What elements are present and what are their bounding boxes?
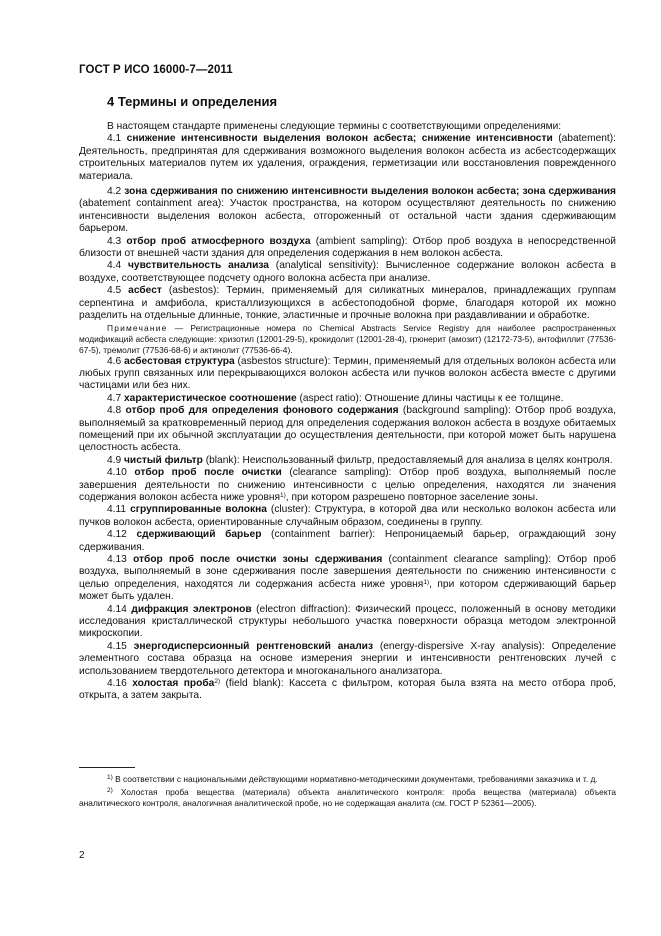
term-4-4: 4.4 чувствительность анализа (analytical sensitivity): Вычисленное содержание волокон асбеста в воздухе, соответствующее подсчету одного волокна асбеста при анализе. [79, 260, 616, 284]
term-4-3: 4.3 отбор проб атмосферного воздуха (ambient sampling): Отбор проб воздуха в непосредственной близости от внешней части здания для определения содержания в нем волокон асбеста. [79, 235, 616, 260]
footnotes [79, 774, 616, 811]
term-4-12: 4.12 сдерживающий барьер (containment barrier): Непроницаемый барьер, ограждающий зону сдерживания. [79, 529, 616, 553]
term-4-7: 4.7 характеристическое соотношение (aspect ratio): Отношение длины частицы к ее толщине. [107, 392, 564, 404]
term-4-11: 4.11 сгруппированные волокна (cluster): Структура, в которой два или несколько волокон асбеста или пучков волокон асбеста, ориентированные случайным образом, соединены в группу. [79, 504, 616, 528]
term-4-14: 4.14 дифракция электронов (electron diffraction): Физический процесс, положенный в основу методики исследования кристаллической структуры небольшого участка поверхности образца методом электронной микроскопии. [79, 603, 616, 640]
note-label: Примечание [107, 322, 168, 333]
term-4-13: 4.13 отбор проб после очистки зоны сдерживания (containment clearance sampling): Отбор проб воздуха, выполняемый в зоне сдерживания после завершения деятельности по снижению интенсивности с целью определения, находятся ли содержания асбеста ниже уровня$^{1)}$, при котором сдерживающий барьер может быть удален. [79, 554, 617, 603]
footnote-ref: 1) [280, 491, 286, 499]
term-4-1: 4.1 снижение интенсивности выделения волокон асбеста; снижение интенсивности (abatement): Деятельность, предпринятая для сдерживания возможного выделения волокон асбеста из асбестсодержащих строительных материалов путем их удаления, ограждения, герметизации или восстановления поврежденного материала. [79, 133, 616, 182]
footnote-ref: 2) [214, 678, 221, 686]
document-header: ГОСТ Р ИСО 16000-7—2011 [79, 64, 233, 76]
footnote-1: $^{1)}$ В соответствии с национальными действующими нормативно-методическими документами, требованиями заказчика и т. д. [107, 774, 598, 784]
term-4-9: 4.9 чистый фильтр (blank): Неиспользованный фильтр, предоставляемый для анализа в целях контроля. [107, 454, 613, 466]
term-4-8: 4.8 отбор проб для определения фонового содержания (background sampling): Отбор проб воздуха, выполняемый за кратковременный период для определения содержания волокон асбеста в воздухе обитаемых помещений при их обычной эксплуатации до осуществления деятельности, при которой может быть нарушена целостность асбеста. [79, 405, 616, 454]
footnote-divider [79, 767, 135, 768]
note-paragraph: Примечание — Регистрационные номера по Chemical Abstracts Service Registry для наиболее распространенных модификаций асбеста следующие: хризотил (12001-29-5), крокидолит (12001-28-4), грюнерит (амозит) (12172-73-5), антофиллит (77536-67-5), тремолит (77536-68-6) и актинолит (77536-66-4). [79, 322, 616, 355]
term-4-15: 4.15 энергодисперсионный рентгеновский анализ (energy-dispersive X-ray analysis): Определение элементного состава образца на основе измерения энергии и интенсивности рентгеновских лучей с использованием твердотельного детектора и многоканального анализатора. [79, 640, 616, 677]
document-body [79, 121, 616, 703]
footnote-ref: 1) [423, 578, 430, 586]
page-number: 2 [79, 850, 85, 861]
term-4-10: 4.10 отбор проб после очистки (clearance sampling): Отбор проб воздуха, выполняемый после завершения деятельности по снижению интенсивности с целью определения, находятся ли значения содержания волокон асбеста ниже уровня$^{1)}$, при котором разрешено повторное заселение зоны. [79, 467, 616, 503]
term-4-6: 4.6 асбестовая структура (asbestos structure): Термин, применяемый для отдельных волокон асбеста или любых групп связанных или перекрывающихся волокон асбеста или пучков волокон асбеста вместе с другими частицами или без них. [79, 355, 616, 392]
intro-paragraph: В настоящем стандарте применены следующие термины с соответствующими определениями: [107, 121, 562, 132]
term-4-16: 4.16 холостая проба$^{2)}$ (field blank): Кассета с фильтром, которая была взята на место отбора проб, открыта, а затем закрыта. [79, 678, 616, 702]
term-4-5: 4.5 асбест (asbestos): Термин, применяемый для силикатных минералов, принадлежащих группам серпентина и амфибола, кристаллизующихся в асбестоподобной форме, благодаря которой их можно разделить на отдельные длинные, тонкие, эластичные и прочные волокна при раздавливании и обработке. [79, 285, 616, 322]
term-4-2: 4.2 зона сдерживания по снижению интенсивности выделения волокон асбеста; зона сдерживания (abatement containment area): Участок пространства, на котором осуществляют деятельность по снижению интенсивности выделения волокон асбеста, отгороженный от остальной части здания сдерживающим барьером. [79, 186, 616, 235]
section-title: 4 Термины и определения [107, 94, 278, 109]
footnote-2: $^{2)}$ Холостая проба вещества (материала) объекта аналитического контроля: проба вещества (материала) объекта аналитического контроля, аналогичная аналитической пробе, но не содержащая аналита (см. ГОСТ Р 52361—2005). [79, 787, 616, 808]
